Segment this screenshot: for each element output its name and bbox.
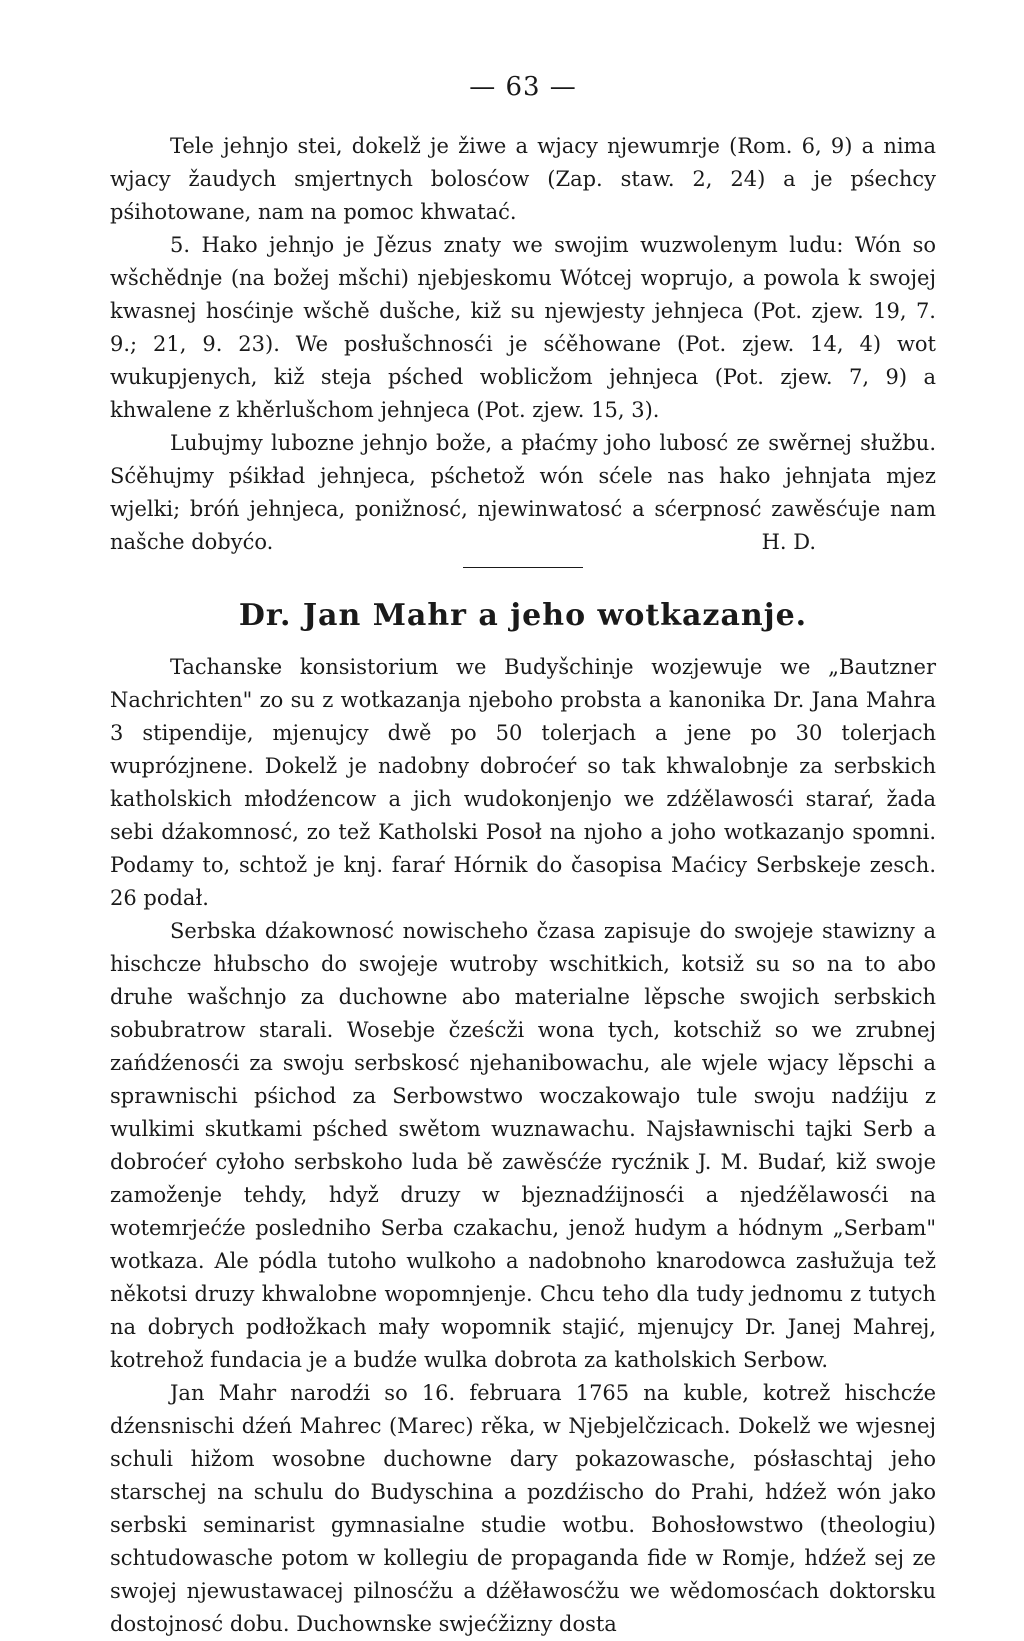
- paragraph-bottom-3: Jan Mahr narodźi so 16. februara 1765 na kuble, kotrež hischcźe dźensnischi dźeń Mahrec (Marec) rěka, w Njebjelčzicach. Dokelž we wjesnej schuli hižom wosobne duchowne dary pokazowasche, pósłaschtaj jeho starschej na schulu do Budyschina a pozdźischo do Prahi, hdźež wón jako serbski seminarist gymnasialne studie wotbu. Bohosłowstwo (theologiu) schtudowasche potom w kollegiu de propaganda fide w Romje, hdźež sej ze swojej njewustawacej pilnosćžu a dźěławosćžu we wědomosćach doktorsku dostojnosć dobu. Duchownske swjećžizny dosta: [110, 1381, 936, 1636]
- paragraph-top-1: Tele jehnjo stei, dokelž je žiwe a wjacy njewumrje (Rom. 6, 9) a nima wjacy žaudych smjertnych bolosćow (Zap. staw. 2, 24) a je pśechcy pśihotowane, nam na pomoc khwatać.: [110, 134, 936, 224]
- paragraph-top-2: 5. Hako jehnjo je Jězus znaty we swojim wuzwolenym ludu: Wón so wšchědnje (na božej mšchi) njebjeskomu Wótcej woprujo, a powola k swojej kwasnej hosćinje wšchě dušche, kiž su njewjesty jehnjeca (Pot. zjew. 19, 7. 9.; 21, 9. 23). We posłušchnosći je sćěhowane (Pot. zjew. 14, 4) wot wukupjenych, kiž steja pśched woblicžom jehnjeca (Pot. zjew. 7, 9) a khwalene z khěrlušchom jehnjeca (Pot. zjew. 15, 3).: [110, 233, 936, 422]
- section-divider: [463, 567, 583, 568]
- author-signature: H. D.: [761, 530, 816, 554]
- paragraph-bottom-2: Serbska dźakownosć nowischeho čzasa zapisuje do swojeje stawizny a hischcze hłubscho do swojeje wutroby wschitkich, kotsiž su so na to abo druhe wašchnjo za duchowne abo materialne lěpsche swojich serbskich sobubratrow starali. Wosebje čześcži wona tych, kotschiž so we zrubnej zańdźenosći za swoju serbskosć njehanibowachu, ale wjele wjacy lěpschi a sprawnischi pśichod za Serbowstwo woczakowajo tule swoju nadźiju z wulkimi skutkami pśched swětom wuznawachu. Najsławnischi tajki Serb a dobroćeŕ cyłoho serbskoho luda bě zawěsćźe rycźnik J. M. Budaŕ, kiž swoje zamoženje tehdy, hdyž druzy w bjeznadźijnosći a njedźělawosći na wotemrjećźe posledniho Serba czakachu, jenož hudym a hódnym „Serbam" wotkaza. Ale pódla tutoho wulkoho a nadobnoho knarodowca zasłužuja tež někotsi druzy khwalobne wopomnjenje. Chcu teho dla tudy jednomu z tutych na dobrych podłožkach mały wopomnik stajić, mjenujcy Dr. Janej Mahrej, kotrehož fundacia je a budźe wulka dobrota za katholskich Serbow.: [110, 919, 936, 1372]
- paragraph-top-3: Lubujmy lubozne jehnjo bože, a płaćmy joho lubosć ze swěrnej słužbu. Sćěhujmy pśikład jehnjeca, pśchetož wón sćele nas hako jehnjata mjez wjelki; bróń jehnjeca, ponižnosć, njewinwatosć a sćerpnosć zawěsćuje nam našche dobyćo.: [110, 431, 936, 554]
- page-number: — 63 —: [469, 72, 577, 102]
- section-title: Dr. Jan Mahr a jeho wotkazanje.: [238, 598, 808, 633]
- paragraph-bottom-1: Tachanske konsistorium we Budyšchinje wozjewuje we „Bautzner Nachrichten" zo su z wotkazanja njeboho probsta a kanonika Dr. Jana Mahra 3 stipendije, mjenujcy dwě po 50 tolerjach a jene po 30 tolerjach wuprózjnene. Dokelž je nadobny dobroćeŕ so tak khwalobnje za serbskich katholskich młodźencow a jich wudokonjenjo we zdźělawosći staraŕ, žada sebi dźakomnosć, zo tež Katholski Posoł na njoho a joho wotkazanjo spomni. Podamy to, schtož je knj. faraŕ Hórnik do časopisa Maćicy Serbskeje zesch. 26 podał.: [110, 655, 936, 910]
